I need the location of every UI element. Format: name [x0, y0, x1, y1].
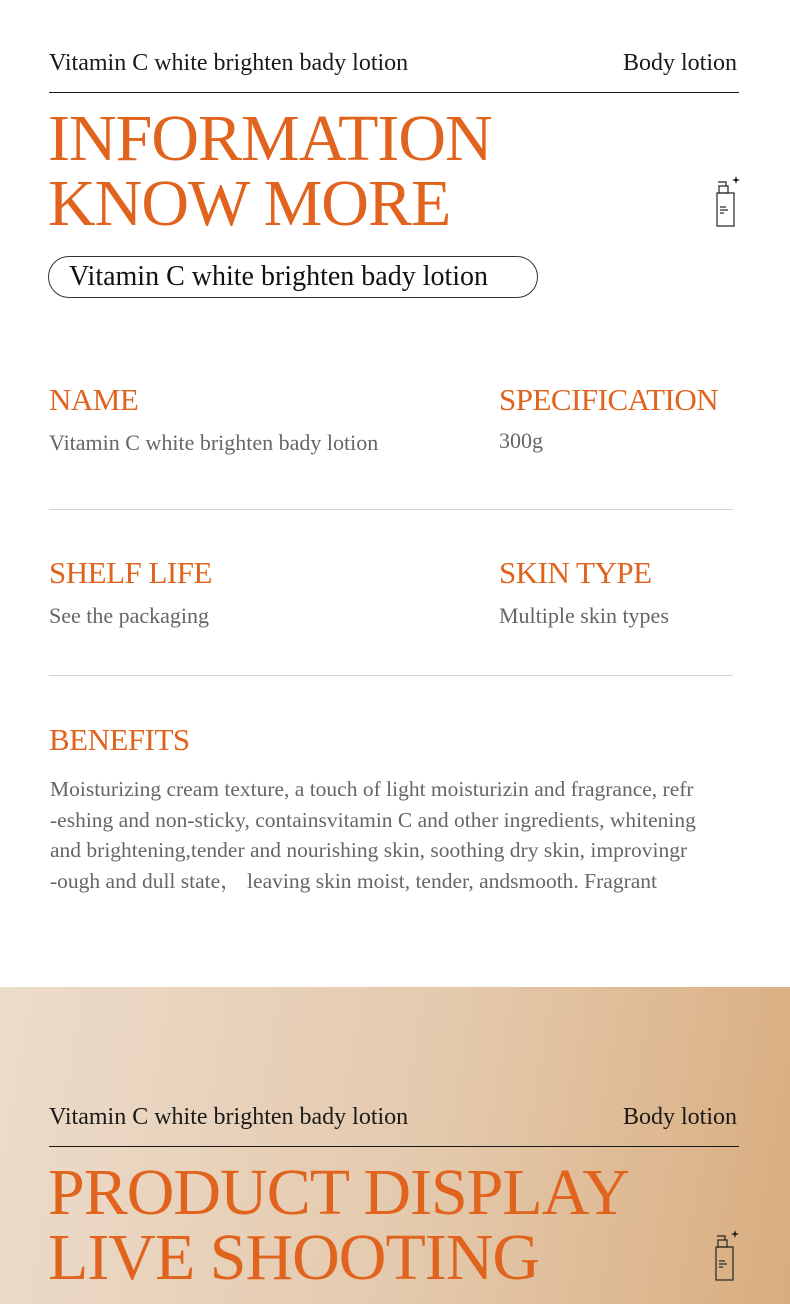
- display-category: Body lotion: [622, 1104, 737, 1130]
- display-rule: [49, 1146, 739, 1147]
- header-product-name: Vitamin C white brighten bady lotion: [49, 50, 409, 76]
- header-category: Body lotion: [622, 50, 737, 76]
- specification-value: 300g: [499, 428, 543, 453]
- hero-title-line2: KNOW MORE: [48, 167, 451, 240]
- header-rule: [49, 92, 739, 93]
- benefits-text: Moisturizing cream texture, a touch of light moisturizin and fragrance, refr -eshing and non-sticky, containsvitamin C and other ingredients, whitening and brightening,tender and nourishing skin, soothing dry skin, improvingr -ough and dull state， leaving skin moist, tender, andsmooth. Fragrant: [50, 777, 696, 893]
- display-product-name: Vitamin C white brighten bady lotion: [49, 1104, 409, 1130]
- divider: [49, 675, 733, 676]
- display-title-line2: LIVE SHOOTING: [48, 1221, 540, 1294]
- divider: [49, 509, 733, 510]
- skin-type-value: Multiple skin types: [499, 603, 669, 628]
- benefits-label: BENEFITS: [49, 722, 190, 757]
- skin-type-label: SKIN TYPE: [499, 555, 652, 590]
- shelf-life-label: SHELF LIFE: [49, 555, 212, 590]
- hero-title-line1: INFORMATION: [48, 102, 492, 175]
- lotion-bottle-icon: [711, 1228, 741, 1282]
- name-value: Vitamin C white brighten bady lotion: [49, 430, 379, 455]
- product-name-pill: Vitamin C white brighten bady lotion: [48, 256, 538, 298]
- display-title-line1: PRODUCT DISPLAY: [48, 1156, 629, 1229]
- lotion-bottle-icon: [712, 174, 742, 228]
- name-label: NAME: [49, 382, 139, 417]
- shelf-life-value: See the packaging: [49, 603, 210, 628]
- specification-label: SPECIFICATION: [499, 382, 719, 417]
